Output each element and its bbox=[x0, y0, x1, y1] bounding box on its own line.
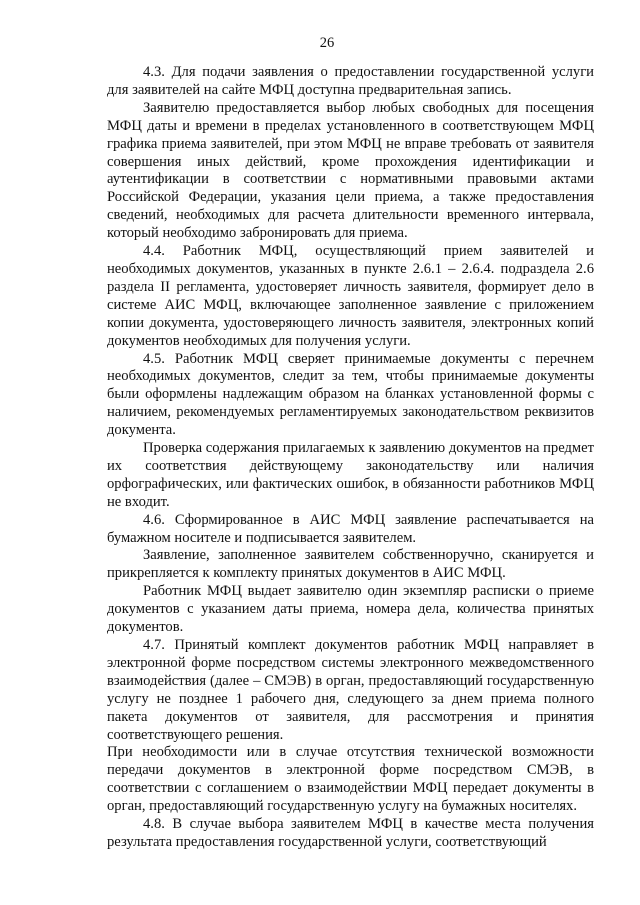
paragraph-4-3: 4.3. Для подачи заявления о предоставлении государственной услуги для заявителей на сайте МФЦ доступна предварительная запись. bbox=[107, 64, 594, 98]
paragraph-4-4: 4.4. Работник МФЦ, осуществляющий прием заявителей и необходимых документов, указанных в пункте 2.6.1 – 2.6.4. подраздела 2.6 раздела II регламента, удостоверяет личность заявителя, формирует дело в системе АИС МФЦ, включающее заполненное заявление с приложением копии документа, удостоверяющего личность заявителя, электронных копий документов необходимых для получения услуги. bbox=[107, 243, 594, 349]
document-body bbox=[107, 64, 594, 852]
paragraph-content-check: Проверка содержания прилагаемых к заявлению документов на предмет их соответствия действующему законодательству или наличия орфографических, или фактических ошибок, в обязанности работников МФЦ не входит. bbox=[107, 440, 594, 510]
paragraph-4-8: 4.8. В случае выбора заявителем МФЦ в качестве места получения результата предоставления государственной услуги, соответствующий bbox=[107, 816, 594, 850]
page-number: 26 bbox=[319, 35, 335, 51]
paragraph-booking-choice: Заявителю предоставляется выбор любых свободных для посещения МФЦ даты и времени в пределах установленного в соответствующем МФЦ графика приема заявителей, при этом МФЦ не вправе требовать от заявителя совершения иных действий, кроме прохождения идентификации и аутентификации в соответствии с нормативными правовыми актами Российской Федерации, указания цели приема, а также предоставления сведений, необходимых для расчета длительности временного интервала, который необходимо забронировать для приема. bbox=[107, 99, 594, 242]
paragraph-scan-attach: Заявление, заполненное заявителем собственноручно, сканируется и прикрепляется к комплекту принятых документов в АИС МФЦ. bbox=[107, 547, 594, 582]
paragraph-4-7: 4.7. Принятый комплект документов работник МФЦ направляет в электронной форме посредством системы электронного межведомственного взаимодействия (далее – СМЭВ) в орган, предоставляющий государственную услугу не позднее 1 рабочего дня, следующего за днем приема полного пакета документов от заявителя, для рассмотрения и принятия соответствующего решения. bbox=[107, 637, 594, 743]
paragraph-4-5: 4.5. Работник МФЦ сверяет принимаемые документы с перечнем необходимых документов, следит за тем, чтобы принимаемые документы были оформлены надлежащим образом на бланках установленной формы с наличием, рекомендуемых регламентируемых законодательством реквизитов документа. bbox=[107, 350, 594, 439]
paragraph-paper-transfer: При необходимости или в случае отсутствия технической возможности передачи документов в электронной форме посредством СМЭВ, в соответствии с соглашением о взаимодействии МФЦ передает документы в орган, предоставляющий государственную услугу на бумажных носителях. bbox=[107, 744, 594, 815]
paragraph-4-6: 4.6. Сформированное в АИС МФЦ заявление распечатывается на бумажном носителе и подписывается заявителем. bbox=[107, 511, 594, 546]
paragraph-receipt: Работник МФЦ выдает заявителю один экземпляр расписки о приеме документов с указанием даты приема, номера дела, количества принятых документов. bbox=[107, 583, 594, 636]
